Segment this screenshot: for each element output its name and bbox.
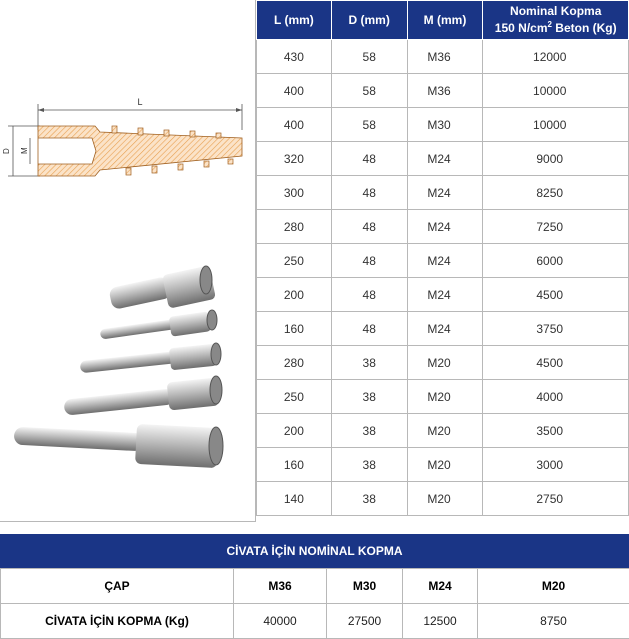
cell-kopma: 3500	[483, 414, 629, 448]
table-row	[257, 380, 629, 414]
kopma-row-label: CİVATA İÇİN KOPMA (Kg)	[1, 604, 234, 639]
bolt-nominal-section	[0, 534, 629, 639]
cell-d: 48	[331, 210, 407, 244]
cell-m: M30	[407, 108, 483, 142]
cell-d: 38	[331, 346, 407, 380]
cell-kopma: 4500	[483, 278, 629, 312]
anchor-photo-1	[108, 265, 216, 310]
cell-m: M36	[407, 40, 483, 74]
cell-m: M24	[407, 278, 483, 312]
value-m36: 40000	[234, 604, 327, 639]
dimension-l-label: L	[137, 97, 142, 107]
header-nominal-line2a: 150 N/cm	[495, 21, 548, 35]
cell-kopma: 3750	[483, 312, 629, 346]
cell-l: 300	[257, 176, 332, 210]
cell-l: 400	[257, 108, 332, 142]
cell-d: 48	[331, 312, 407, 346]
cell-d: 38	[331, 448, 407, 482]
cell-d: 48	[331, 176, 407, 210]
anchor-photo-5	[14, 424, 223, 468]
cell-m: M20	[407, 380, 483, 414]
cell-kopma: 10000	[483, 108, 629, 142]
header-nominal-line2b: Beton (Kg)	[552, 21, 617, 35]
cell-d: 38	[331, 414, 407, 448]
cell-kopma: 9000	[483, 142, 629, 176]
header-nominal-sup: 2	[548, 20, 552, 29]
cell-kopma: 6000	[483, 244, 629, 278]
header-d: D (mm)	[331, 1, 407, 40]
table-row	[257, 312, 629, 346]
bolt-table	[0, 568, 629, 639]
cell-l: 200	[257, 414, 332, 448]
cell-m: M24	[407, 312, 483, 346]
cell-kopma: 7250	[483, 210, 629, 244]
cell-kopma: 4000	[483, 380, 629, 414]
cell-d: 58	[331, 40, 407, 74]
cell-l: 430	[257, 40, 332, 74]
spec-table-header-row	[257, 1, 629, 40]
cell-kopma: 4500	[483, 346, 629, 380]
header-m: M (mm)	[407, 1, 483, 40]
anchor-photo-2	[100, 310, 217, 340]
size-m36: M36	[234, 569, 327, 604]
table-row	[257, 414, 629, 448]
cell-kopma: 2750	[483, 482, 629, 516]
size-m30: M30	[327, 569, 403, 604]
cell-m: M24	[407, 142, 483, 176]
table-row	[257, 346, 629, 380]
cell-l: 320	[257, 142, 332, 176]
bolt-table-title: CİVATA İÇİN NOMİNAL KOPMA	[0, 534, 629, 568]
table-row	[257, 176, 629, 210]
cell-kopma: 8250	[483, 176, 629, 210]
cell-m: M20	[407, 482, 483, 516]
product-illustration-panel	[0, 0, 256, 522]
cell-l: 140	[257, 482, 332, 516]
cell-d: 58	[331, 108, 407, 142]
cell-d: 58	[331, 74, 407, 108]
table-row	[257, 142, 629, 176]
cap-label: ÇAP	[1, 569, 234, 604]
cell-kopma: 12000	[483, 40, 629, 74]
anchor-product-photo	[0, 262, 256, 482]
cell-l: 250	[257, 380, 332, 414]
value-m20: 8750	[478, 604, 629, 639]
cell-l: 160	[257, 312, 332, 346]
cell-d: 38	[331, 482, 407, 516]
cell-l: 280	[257, 210, 332, 244]
cell-m: M24	[407, 244, 483, 278]
cell-d: 48	[331, 244, 407, 278]
cell-m: M20	[407, 346, 483, 380]
cell-d: 48	[331, 278, 407, 312]
size-m24: M24	[403, 569, 478, 604]
size-m20: M20	[478, 569, 629, 604]
anchor-photo-4	[63, 376, 222, 416]
anchor-spec-table	[256, 0, 629, 516]
anchor-photo-3	[80, 343, 221, 373]
cell-l: 250	[257, 244, 332, 278]
header-nominal-line1: Nominal Kopma	[510, 4, 601, 18]
dimension-d-label: D	[2, 148, 11, 154]
cell-l: 160	[257, 448, 332, 482]
cell-m: M20	[407, 448, 483, 482]
cell-kopma: 3000	[483, 448, 629, 482]
cell-d: 38	[331, 380, 407, 414]
cell-m: M24	[407, 210, 483, 244]
table-row	[257, 108, 629, 142]
table-row	[257, 74, 629, 108]
value-m24: 12500	[403, 604, 478, 639]
bolt-table-header-row	[1, 569, 629, 604]
cell-m: M36	[407, 74, 483, 108]
cell-m: M20	[407, 414, 483, 448]
table-row	[257, 40, 629, 74]
header-nominal-kopma	[483, 1, 629, 40]
table-row	[257, 448, 629, 482]
value-m30: 27500	[327, 604, 403, 639]
cell-l: 280	[257, 346, 332, 380]
bolt-table-value-row	[1, 604, 629, 639]
cell-kopma: 10000	[483, 74, 629, 108]
table-row	[257, 244, 629, 278]
cell-l: 200	[257, 278, 332, 312]
technical-drawing	[0, 90, 256, 290]
table-row	[257, 210, 629, 244]
header-l: L (mm)	[257, 1, 332, 40]
cell-d: 48	[331, 142, 407, 176]
cell-l: 400	[257, 74, 332, 108]
cell-m: M24	[407, 176, 483, 210]
dimension-m-label: M	[20, 147, 29, 154]
table-row	[257, 278, 629, 312]
table-row	[257, 482, 629, 516]
